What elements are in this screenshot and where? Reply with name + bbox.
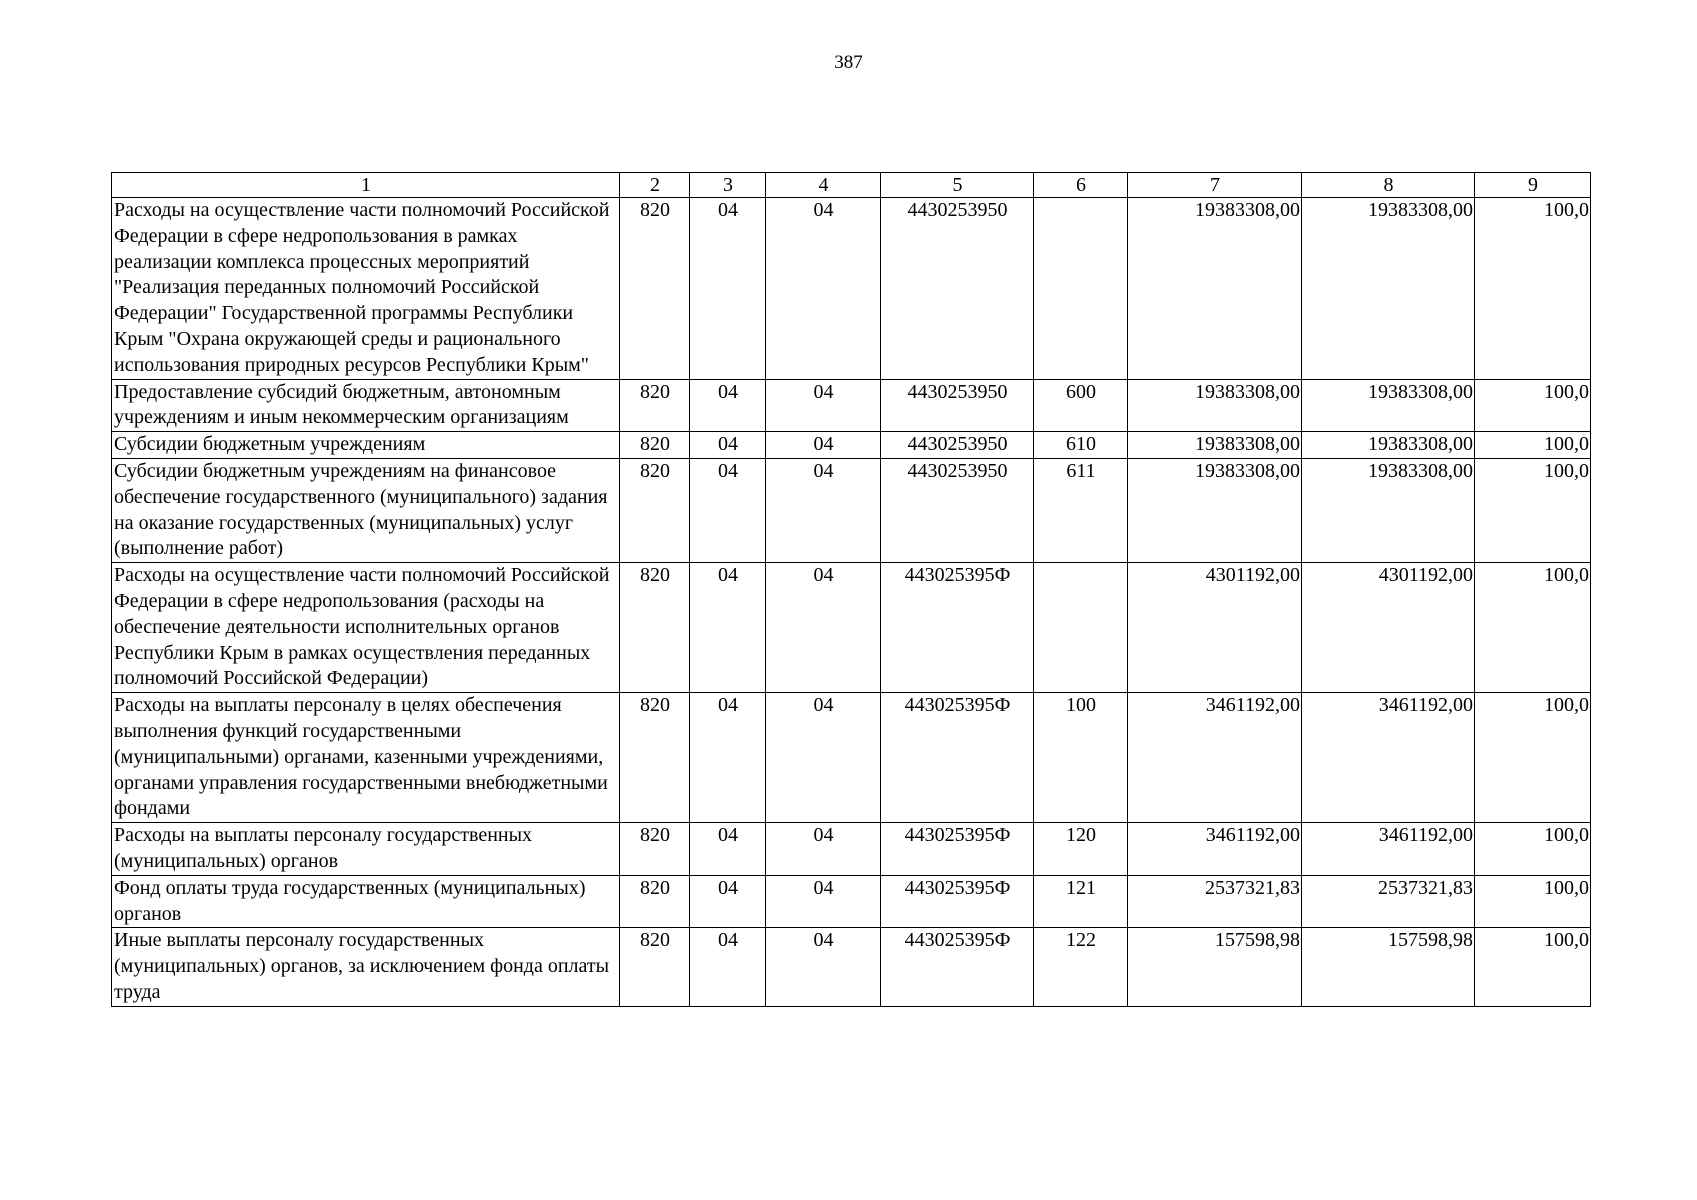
header-row <box>112 173 1591 198</box>
subsection-code-cell: 04 <box>766 823 881 876</box>
section-code-cell: 04 <box>690 432 766 459</box>
column-header-7: 7 <box>1128 173 1302 198</box>
subsection-code-cell: 04 <box>766 198 881 380</box>
expense-type-cell <box>1034 198 1128 380</box>
percent-cell: 100,0 <box>1475 563 1591 693</box>
ministry-code-cell: 820 <box>620 823 690 876</box>
column-header-1: 1 <box>112 173 620 198</box>
amount-col7-cell: 2537321,83 <box>1128 875 1302 928</box>
amount-col7-cell: 3461192,00 <box>1128 823 1302 876</box>
table-row <box>112 563 1591 693</box>
column-header-6: 6 <box>1034 173 1128 198</box>
expense-type-cell: 120 <box>1034 823 1128 876</box>
percent-cell: 100,0 <box>1475 693 1591 823</box>
section-code-cell: 04 <box>690 823 766 876</box>
subsection-code-cell: 04 <box>766 563 881 693</box>
expense-name-cell: Субсидии бюджетным учреждениям на финансовое обеспечение государственного (муниципального) задания на оказание государственных (муниципальных) услуг (выполнение работ) <box>112 458 620 562</box>
percent-cell: 100,0 <box>1475 928 1591 1006</box>
percent-cell: 100,0 <box>1475 875 1591 928</box>
percent-cell: 100,0 <box>1475 379 1591 432</box>
expense-name-cell: Предоставление субсидий бюджетным, автономным учреждениям и иным некоммерческим организациям <box>112 379 620 432</box>
table-row <box>112 928 1591 1006</box>
amount-col8-cell: 157598,98 <box>1302 928 1475 1006</box>
subsection-code-cell: 04 <box>766 432 881 459</box>
subsection-code-cell: 04 <box>766 693 881 823</box>
ministry-code-cell: 820 <box>620 693 690 823</box>
page-number: 387 <box>834 52 863 73</box>
section-code-cell: 04 <box>690 458 766 562</box>
subsection-code-cell: 04 <box>766 928 881 1006</box>
amount-col7-cell: 4301192,00 <box>1128 563 1302 693</box>
section-code-cell: 04 <box>690 693 766 823</box>
amount-col7-cell: 19383308,00 <box>1128 432 1302 459</box>
amount-col8-cell: 3461192,00 <box>1302 823 1475 876</box>
expense-type-cell: 100 <box>1034 693 1128 823</box>
amount-col8-cell: 4301192,00 <box>1302 563 1475 693</box>
ministry-code-cell: 820 <box>620 928 690 1006</box>
column-header-5: 5 <box>881 173 1034 198</box>
table-row <box>112 693 1591 823</box>
target-article-cell: 4430253950 <box>881 432 1034 459</box>
expense-name-cell: Субсидии бюджетным учреждениям <box>112 432 620 459</box>
expense-name-cell: Расходы на выплаты персоналу в целях обеспечения выполнения функций государственными (муниципальными) органами, казенными учреждениями, органами управления государственными внебюджетными фондами <box>112 693 620 823</box>
amount-col7-cell: 19383308,00 <box>1128 379 1302 432</box>
amount-col8-cell: 19383308,00 <box>1302 432 1475 459</box>
section-code-cell: 04 <box>690 928 766 1006</box>
target-article-cell: 4430253950 <box>881 379 1034 432</box>
target-article-cell: 443025395Ф <box>881 563 1034 693</box>
ministry-code-cell: 820 <box>620 198 690 380</box>
ministry-code-cell: 820 <box>620 379 690 432</box>
table-row <box>112 458 1591 562</box>
amount-col8-cell: 19383308,00 <box>1302 458 1475 562</box>
expense-type-cell: 611 <box>1034 458 1128 562</box>
expense-name-cell: Расходы на осуществление части полномочий Российской Федерации в сфере недропользования в рамках реализации комплекса процессных мероприятий "Реализация переданных полномочий Российской Федерации" Государственной программы Республики Крым "Охрана окружающей среды и рационального использования природных ресурсов Республики Крым" <box>112 198 620 380</box>
ministry-code-cell: 820 <box>620 563 690 693</box>
column-header-9: 9 <box>1475 173 1591 198</box>
target-article-cell: 4430253950 <box>881 458 1034 562</box>
table-row <box>112 432 1591 459</box>
table-row <box>112 823 1591 876</box>
amount-col7-cell: 19383308,00 <box>1128 198 1302 380</box>
column-header-2: 2 <box>620 173 690 198</box>
column-header-8: 8 <box>1302 173 1475 198</box>
column-header-3: 3 <box>690 173 766 198</box>
expense-type-cell <box>1034 563 1128 693</box>
amount-col8-cell: 19383308,00 <box>1302 379 1475 432</box>
target-article-cell: 4430253950 <box>881 198 1034 380</box>
subsection-code-cell: 04 <box>766 458 881 562</box>
ministry-code-cell: 820 <box>620 458 690 562</box>
amount-col7-cell: 19383308,00 <box>1128 458 1302 562</box>
budget-table <box>111 172 1591 1007</box>
expense-type-cell: 121 <box>1034 875 1128 928</box>
section-code-cell: 04 <box>690 875 766 928</box>
expense-name-cell: Расходы на выплаты персоналу государственных (муниципальных) органов <box>112 823 620 876</box>
amount-col8-cell: 2537321,83 <box>1302 875 1475 928</box>
section-code-cell: 04 <box>690 563 766 693</box>
percent-cell: 100,0 <box>1475 458 1591 562</box>
ministry-code-cell: 820 <box>620 432 690 459</box>
expense-name-cell: Расходы на осуществление части полномочий Российской Федерации в сфере недропользования (расходы на обеспечение деятельности исполнительных органов Республики Крым в рамках осуществления переданных полномочий Российской Федерации) <box>112 563 620 693</box>
amount-col8-cell: 19383308,00 <box>1302 198 1475 380</box>
expense-type-cell: 122 <box>1034 928 1128 1006</box>
percent-cell: 100,0 <box>1475 198 1591 380</box>
target-article-cell: 443025395Ф <box>881 875 1034 928</box>
expense-name-cell: Фонд оплаты труда государственных (муниципальных) органов <box>112 875 620 928</box>
expense-type-cell: 610 <box>1034 432 1128 459</box>
expense-type-cell: 600 <box>1034 379 1128 432</box>
amount-col7-cell: 157598,98 <box>1128 928 1302 1006</box>
subsection-code-cell: 04 <box>766 379 881 432</box>
table-row <box>112 875 1591 928</box>
table-row <box>112 198 1591 380</box>
amount-col7-cell: 3461192,00 <box>1128 693 1302 823</box>
ministry-code-cell: 820 <box>620 875 690 928</box>
percent-cell: 100,0 <box>1475 432 1591 459</box>
section-code-cell: 04 <box>690 379 766 432</box>
target-article-cell: 443025395Ф <box>881 693 1034 823</box>
target-article-cell: 443025395Ф <box>881 928 1034 1006</box>
section-code-cell: 04 <box>690 198 766 380</box>
subsection-code-cell: 04 <box>766 875 881 928</box>
column-header-4: 4 <box>766 173 881 198</box>
amount-col8-cell: 3461192,00 <box>1302 693 1475 823</box>
percent-cell: 100,0 <box>1475 823 1591 876</box>
target-article-cell: 443025395Ф <box>881 823 1034 876</box>
expense-name-cell: Иные выплаты персоналу государственных (муниципальных) органов, за исключением фонда оплаты труда <box>112 928 620 1006</box>
table-row <box>112 379 1591 432</box>
